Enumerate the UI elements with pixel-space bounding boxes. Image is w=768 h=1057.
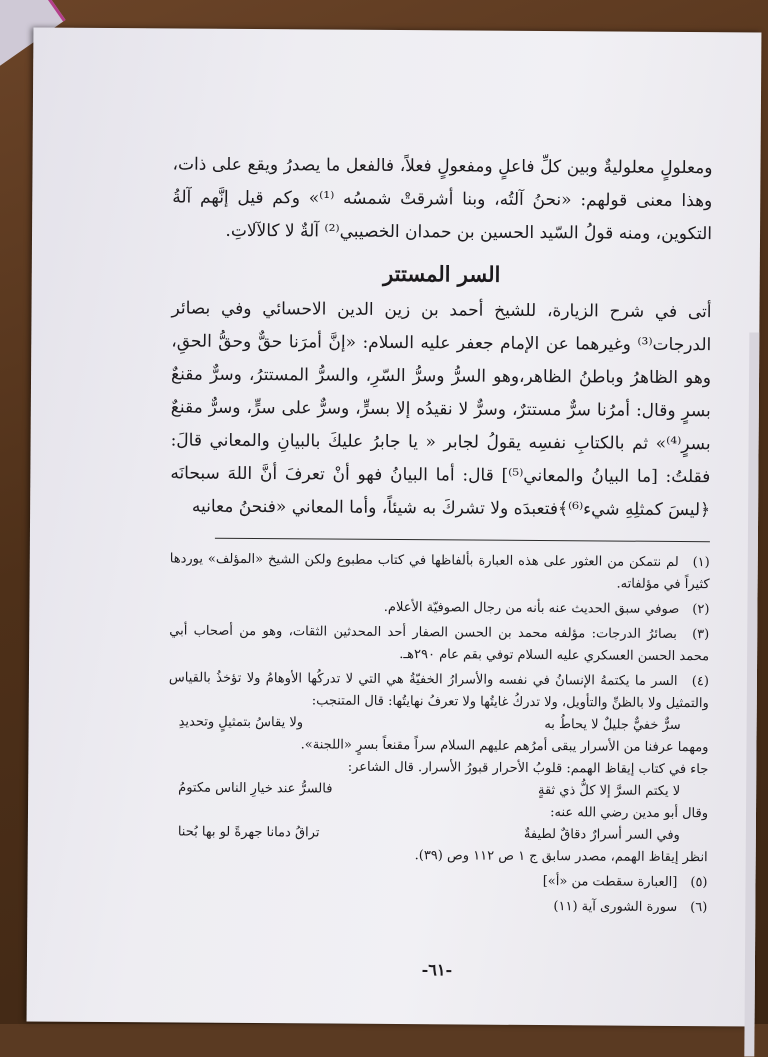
footnote-6: (٦) سورة الشورى آية (١١) (553, 899, 708, 916)
footnote-4-line-3: جاء في كتاب إيقاظ الهمم: قلوبُ الأحرار قبورُ الأسرار. قال الشاعر: (347, 759, 709, 778)
footnote-4: (٤) السر ما يكتمهُ الإنسانُ في نفسه والأسرارُ الخفيّةُ هي التي لا تدركُها الأوهامُ ولا تؤخذُ بالقياس والتمثيل ولا بالظنِّ والتأويل، ولا تدركُ غايتُها ولا تعرفُ نهايتُها: قال المتنجب: سرٌّ خفيٌّ جليلٌ لا يحاطُ به ولا يقاسُ بتمثيلٍ وتحديدِ ومهما عرفنا من الأسرار يبقى أمرُهم عليهم السلام سراً مقنعاً بسرٍ «اللجنة». جاء في كتاب إيقاظ الهمم: قلوبُ الأحرار قبورُ الأسرار. قال الشاعر: لا يكتم السرَّ إلا كلُّ ذي ثقةٍ فالسرُّ عند خيارِ الناس مكتومُ وقال أبو مدين رضي الله عنه: وفي السر أسرارٌ دقاقٌ لطيفةٌ تراقُ دمانا جهرةً لو بها بُحنا انظر إيقاظ الهمم، مصدر سابق ج ١ ص ١١٢ وص (٣٩). (168, 667, 709, 869)
paragraph-top: ومعلولٍ معلوليةٌ وبين كلِّ فاعلٍ ومفعولٍ فعلاً، فالفعل ما يصدرُ ويقع على ذات، وهذا معنى قولهم: «نحنُ آلتُه، وبنا أشرقتْ شمسُه ⁽¹⁾» وكم قيل إنَّهم آلةُ التكوين، ومنه قولُ السّيد الحسين بن حمدان الخصيبي⁽²⁾ آلةٌ لا كالآلاتِ. (172, 154, 713, 245)
footnote-4-line-2: ومهما عرفنا من الأسرار يبقى أمرُهم عليهم السلام سراً مقنعاً بسرٍ «اللجنة». (300, 737, 709, 756)
footnote-2: (٢) صوفي سبق الحديث عنه بأنه من رجال الصوفيّة الأعلام. (383, 599, 710, 618)
section-heading: السر المستتر (383, 260, 501, 287)
verse-1: سرٌّ خفيٌّ جليلٌ لا يحاطُ به ولا يقاسُ بتمثيلٍ وتحديدِ (178, 714, 681, 734)
verse-3: وفي السر أسرارٌ دقاقٌ لطيفةٌ تراقُ دمانا جهرةً لو بها بُحنا (177, 824, 680, 844)
footnote-3: (٣) بصائرُ الدرجات: مؤلفه محمد بن الحسن الصفار أحد المحدثين الثقات، وهو من أصحاب أبي محمد الحسن العسكري عليه السلام توفي بقم عام ٢٩٠هـ. (169, 623, 710, 665)
page-number: -٦١- (421, 960, 453, 980)
footnote-5: (٥) [العبارة سقطت من «أ»] (542, 874, 708, 891)
footnote-4-line-5: انظر إيقاظ الهمم، مصدر سابق ج ١ ص ١١٢ وص (٣٩). (414, 848, 708, 866)
footnote-separator (215, 538, 710, 542)
footnotes (167, 548, 710, 919)
verse-2: لا يكتم السرَّ إلا كلُّ ذي ثقةٍ فالسرُّ عند خيارِ الناس مكتومُ (178, 780, 681, 800)
footnote-1: (١) لم نتمكن من العثور على هذه العبارة بألفاظها في كتاب مطبوع ولكن الشيخ «المؤلف» يوردها كثيراً في مؤلفاته. (169, 551, 710, 593)
paragraph-main: أتى في شرح الزيارة، للشيخ أحمد بن زين الدين الاحسائي وفي بصائر الدرجات⁽³⁾ وغيرهما عن الإمام جعفر عليه السلام: «إنَّ أمرَنا حقٌّ وحقُّ الحقِ، وهو الظاهرُ وباطنُ الظاهر،وهو السرُّ وسرُّ السّرِ، والسرُّ المستترُ، وسرٌّ مقنعٌ بسرٍ وقال: أمرُنا سرٌّ مستترٌ، وسرٌّ لا نقيدُه إلا بسرٍّ، وسرٌّ على سرٍّ، وسرٌّ مقنعٌ بسرٍ⁽⁴⁾» ثم بالكتابِ نفسِه يقولُ لجابر « يا جابرُ عليكَ بالبيانِ والمعاني قالَ: فقلتُ: [ما البيانُ والمعاني⁽⁵⁾] قال: أما البيانُ فهو أنْ تعرفَ أنَّ اللهَ سبحانَه ﴿ليسَ كمثلِهِ شيء⁽⁶⁾﴾فتعبدَه ولا تشركَ به شيئاً، وأما المعاني «فنحنُ معانيه (170, 298, 712, 521)
footnote-4-line-4: وقال أبو مدين رضي الله عنه: (550, 805, 709, 822)
page-content (167, 148, 713, 980)
book-page (27, 27, 762, 1026)
